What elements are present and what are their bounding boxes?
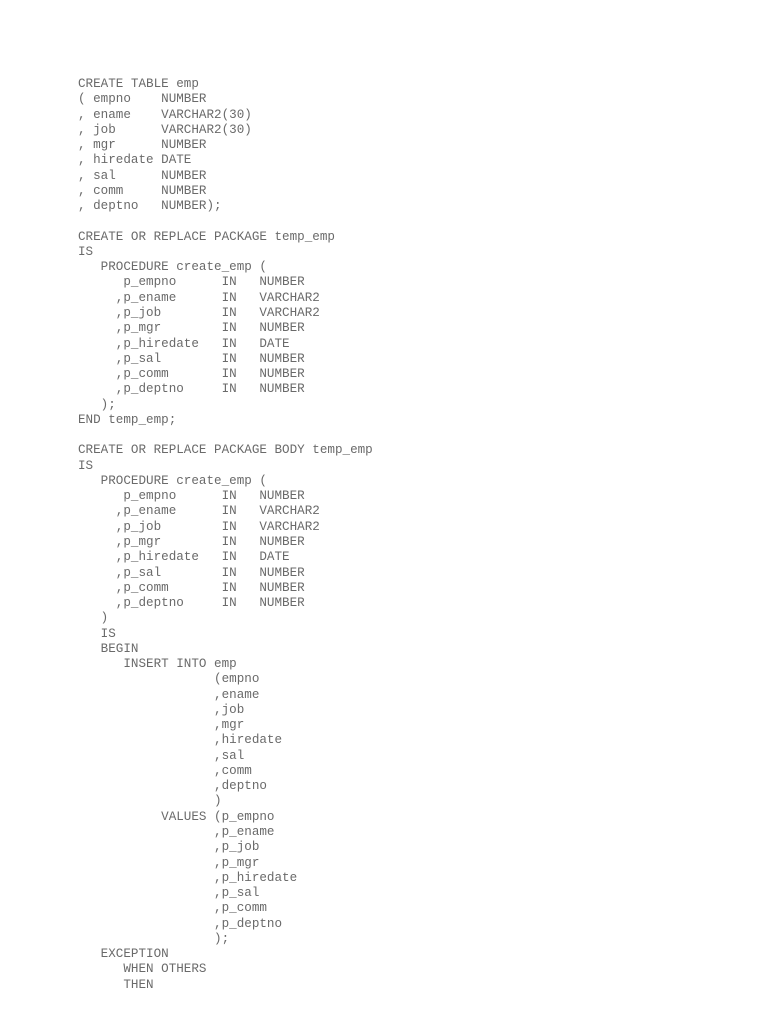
code-line: ,p_comm IN NUMBER: [78, 580, 305, 595]
code-line: VALUES (p_empno: [78, 809, 275, 824]
code-line: ,p_deptno IN NUMBER: [78, 382, 305, 397]
code-line: ,hiredate: [78, 733, 283, 748]
code-line: ,p_deptno: [78, 916, 283, 931]
code-line: (empno: [78, 672, 260, 687]
code-line: ,p_ename: [78, 825, 275, 840]
code-line: ,p_mgr: [78, 855, 260, 870]
code-line: CREATE OR REPLACE PACKAGE BODY temp_emp: [78, 443, 373, 458]
code-line: p_empno IN NUMBER: [78, 489, 305, 504]
blank-line: [78, 428, 373, 443]
code-line: INSERT INTO emp: [78, 657, 237, 672]
code-line: ,sal: [78, 748, 245, 763]
code-line: IS: [78, 244, 94, 259]
code-line: ,deptno: [78, 779, 267, 794]
code-line: ,p_sal: [78, 886, 260, 901]
code-line: ,p_hiredate IN DATE: [78, 550, 290, 565]
code-line: BEGIN: [78, 641, 139, 656]
code-line: IS: [78, 458, 94, 473]
code-line: );: [78, 931, 230, 946]
code-line: CREATE TABLE emp: [78, 77, 199, 91]
code-line: , comm NUMBER: [78, 183, 207, 198]
code-line: END temp_emp;: [78, 412, 177, 427]
code-line: ): [78, 794, 222, 809]
code-line: ,p_comm IN NUMBER: [78, 367, 305, 382]
code-line: CREATE OR REPLACE PACKAGE temp_emp: [78, 229, 335, 244]
code-line: , ename VARCHAR2(30): [78, 107, 252, 122]
code-line: p_empno IN NUMBER: [78, 275, 305, 290]
code-line: ,p_mgr IN NUMBER: [78, 534, 305, 549]
code-line: ,p_sal IN NUMBER: [78, 351, 305, 366]
code-line: ,comm: [78, 763, 252, 778]
code-line: ,p_job: [78, 840, 260, 855]
code-line: PROCEDURE create_emp (: [78, 260, 267, 275]
code-line: ,mgr: [78, 718, 245, 733]
code-line: ,p_ename IN VARCHAR2: [78, 290, 320, 305]
blank-line: [78, 214, 373, 229]
code-line: ,p_comm: [78, 901, 267, 916]
code-line: , mgr NUMBER: [78, 138, 207, 153]
code-line: , job VARCHAR2(30): [78, 122, 252, 137]
code-line: , sal NUMBER: [78, 168, 207, 183]
code-line: ,p_sal IN NUMBER: [78, 565, 305, 580]
code-line: IS: [78, 626, 116, 641]
code-line: ,job: [78, 702, 245, 717]
code-line: WHEN OTHERS: [78, 962, 207, 977]
code-line: ,p_deptno IN NUMBER: [78, 596, 305, 611]
code-line: ): [78, 611, 109, 626]
code-line: ,p_job IN VARCHAR2: [78, 305, 320, 320]
code-line: ,p_hiredate: [78, 870, 298, 885]
code-line: ,p_mgr IN NUMBER: [78, 321, 305, 336]
code-line: ( empno NUMBER: [78, 92, 207, 107]
code-line: ,p_job IN VARCHAR2: [78, 519, 320, 534]
code-line: PROCEDURE create_emp (: [78, 473, 267, 488]
sql-code-block: [78, 77, 373, 993]
code-line: , deptno NUMBER);: [78, 199, 222, 214]
code-line: , hiredate DATE: [78, 153, 192, 168]
code-line: ,p_hiredate IN DATE: [78, 336, 290, 351]
code-line: ,ename: [78, 687, 260, 702]
code-line: THEN: [78, 977, 154, 992]
code-line: );: [78, 397, 116, 412]
code-line: EXCEPTION: [78, 947, 169, 962]
code-line: ,p_ename IN VARCHAR2: [78, 504, 320, 519]
